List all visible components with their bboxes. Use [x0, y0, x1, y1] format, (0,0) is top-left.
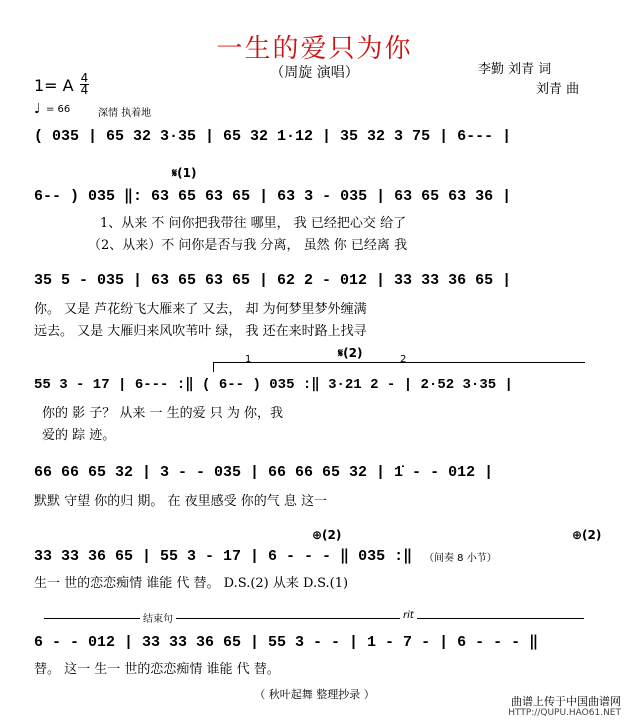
ritardando-mark: rit [400, 610, 417, 621]
volta-1-label: 1 [245, 354, 252, 365]
lyric-line-7: 替。 这一 生一 世的恋恋痴情 谁能 代 替。 [34, 662, 280, 677]
notation-line-3: 35 5 - 035 | 63 65 63 65 | 62 2 - 012 | 33 33 36 65 | [34, 272, 512, 289]
lyric-line-5: 默默 守望 你的归 期。 在 夜里感受 你的气 息 这一 [34, 494, 328, 509]
coda-1-mark: ⊕(2) [312, 528, 342, 542]
volta-1-left [213, 362, 214, 372]
interlude-note: （间奏 8 小节） [424, 553, 497, 564]
notation-line-2: 6-- ) 035 ‖: 63 65 63 65 | 63 3 - 035 | 63 65 63 36 | [34, 188, 512, 205]
composer-credit: 刘青 曲 [536, 82, 580, 97]
meter-top: 4 [80, 71, 89, 85]
notation-line-5: 66 66 65 32 | 3 - - 035 | 66 66 65 32 | 1̇ - - 012 | [34, 464, 494, 481]
segno-2-mark: 𝄋(2) [338, 346, 363, 360]
singer-credit: （周旋 演唱） [270, 65, 359, 81]
ending-bracket [44, 618, 584, 619]
lyricist-credit: 李勤 刘青 词 [478, 62, 552, 77]
segno-1-mark: 𝄋(1) [172, 166, 197, 180]
lyric-line-3a: 你。 又是 芦花纷飞大雁来了 又去， 却 为何梦里梦外缠满 [34, 302, 367, 317]
volta-2-bracket [345, 362, 585, 363]
volta-2-label: 2 [400, 354, 407, 365]
ending-label: 结束句 [140, 610, 176, 625]
lyric-line-2b: （2、从来）不 问你是否与我 分离， 虽然 你 已经离 我 [88, 238, 408, 253]
notation-line-7: 6 - - 012 | 33 33 36 65 | 55 3 - - | 1 - 7 - | 6 - - - ‖ [34, 634, 539, 651]
meter-bottom: 4 [80, 83, 89, 97]
watermark-url: HTTP://QUPU.HAO61.NET [508, 708, 621, 718]
expression-marking: 深情 执着地 [98, 108, 152, 119]
lyric-line-4b: 爱的 踪 迹。 [42, 428, 116, 443]
watermark-text: 曲谱上传于中国曲谱网 [511, 695, 621, 708]
notation-line-1: ( 035 | 65 32 3·35 | 65 32 1·12 | 35 32 3 75 | 6--- | [34, 128, 512, 145]
lyric-line-3b: 远去。 又是 大雁归来风吹苇叶 绿， 我 还在来时路上找寻 [34, 324, 367, 339]
transcriber-credit: （ 秋叶起舞 整理抄录 ） [254, 688, 375, 701]
notation-line-6: 33 33 36 65 | 55 3 - 17 | 6 - - - ‖ 035 :‖ [34, 548, 413, 565]
quarter-note-icon: ♩ [34, 101, 41, 117]
tempo-marking: = 66 [46, 104, 71, 115]
coda-2-mark: ⊕(2) [572, 528, 602, 542]
key-signature: 1= A [34, 76, 74, 95]
lyric-line-4a: 你的 影 子？ 从来 一 生的爱 只 为 你，我 [42, 406, 284, 421]
lyric-line-6: 生一 世的恋恋痴情 谁能 代 替。 D.S.(2) 从来 D.S.(1) [34, 576, 349, 591]
time-signature [80, 73, 89, 96]
notation-line-4: 55 3 - 17 | 6--- :‖ ( 6-- ) 035 :‖ 3·21 2 - | 2·52 3·35 | [34, 377, 513, 393]
song-title: 一生的爱只为你 [216, 34, 413, 64]
lyric-line-2a: 1、从来 不 问你把我带往 哪里， 我 已经把心交 给了 [100, 216, 407, 231]
